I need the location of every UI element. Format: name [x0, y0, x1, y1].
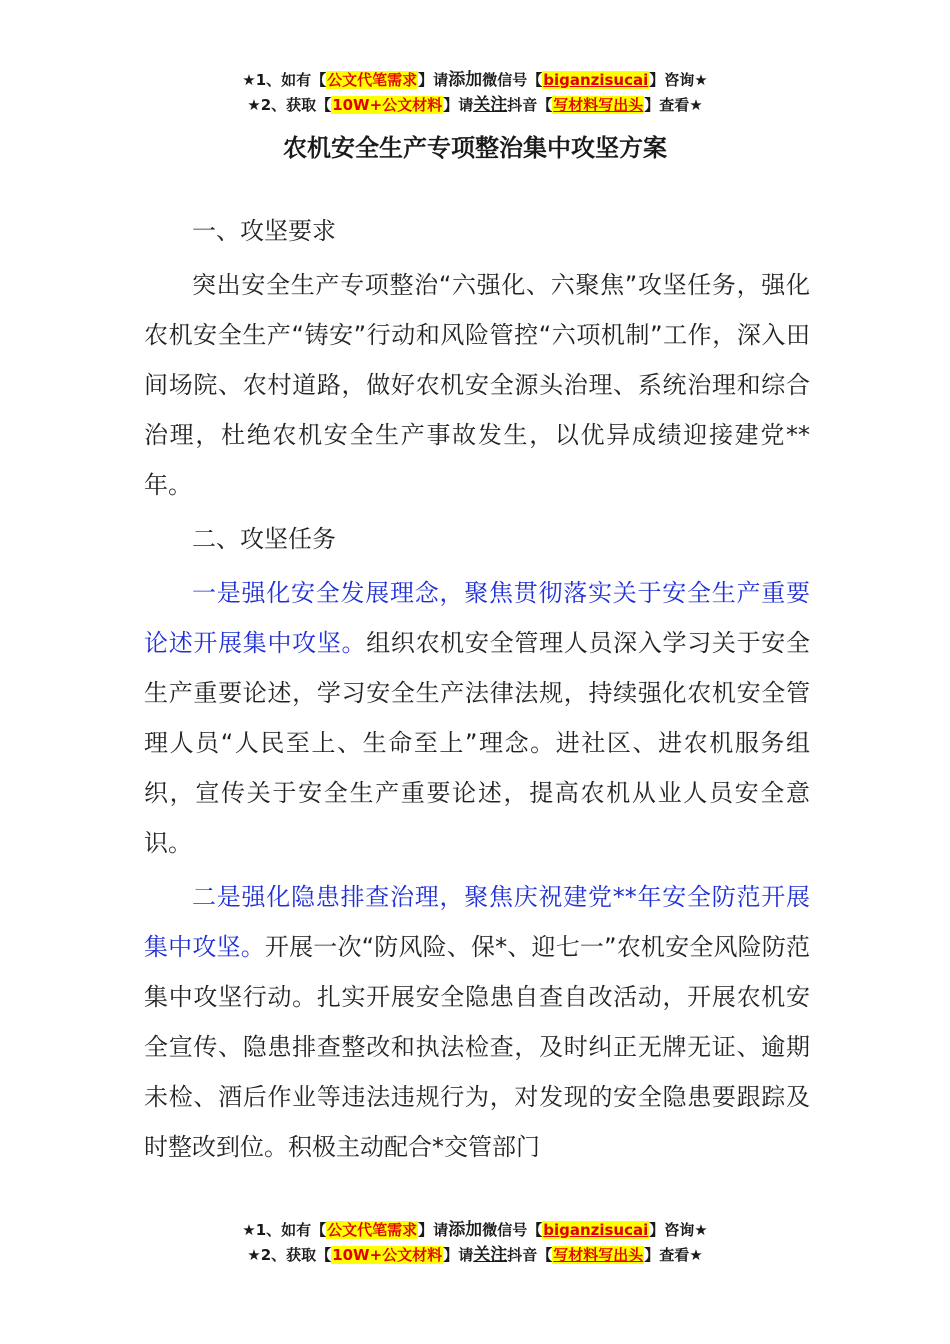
banner-text: 】咨询★ [649, 1221, 708, 1239]
banner-line-1 [0, 68, 950, 93]
bottom-banner [0, 1218, 950, 1268]
banner-text-add: 添加 [448, 1220, 483, 1240]
section-paragraph-requirements: 突出安全生产专项整治“六强化、六聚焦”攻坚任务，强化农机安全生产“铸安”行动和风险管控“六项机制”工作，深入田间场院、农村道路，做好农机安全源头治理、系统治理和综合治理，杜绝农机安全生产事故发生，以优异成绩迎接建党**年。 [144, 271, 810, 499]
banner-text: 抖音【 [507, 96, 553, 114]
banner-line-2 [0, 1243, 950, 1268]
task-paragraph-1 [144, 568, 810, 868]
banner-line-1 [0, 1218, 950, 1243]
banner-text: 】查看★ [644, 1246, 703, 1264]
task-1-body: 组织农机安全管理人员深入学习关于安全生产重要论述，学习安全生产法律法规，持续强化农机安全管理人员“人民至上、生命至上”理念。进社区、进农机服务组织，宣传关于安全生产重要论述，提高农机从业人员安全意识。 [144, 629, 811, 857]
banner-text-follow: 关注 [473, 1245, 508, 1265]
banner-text: ★2、获取【 [247, 96, 332, 114]
banner-text-add: 添加 [448, 70, 483, 90]
document-title: 农机安全生产专项整治集中攻坚方案 [283, 134, 667, 162]
banner-text: 微信号【 [482, 1221, 543, 1239]
highlight-materials: 10W+公文材料 [332, 96, 443, 114]
task-paragraph-2 [144, 872, 810, 1172]
douyin-account-link[interactable]: 写材料写出头 [553, 96, 644, 114]
banner-text: 】查看★ [644, 96, 703, 114]
wechat-id-link[interactable]: biganzisucai [543, 1221, 649, 1239]
wechat-id-link[interactable]: biganzisucai [543, 71, 649, 89]
highlight-materials: 10W+公文材料 [332, 1246, 443, 1264]
banner-text: ★1、如有【 [242, 71, 327, 89]
banner-text: ★2、获取【 [247, 1246, 332, 1264]
banner-line-2 [0, 93, 950, 118]
section-heading-tasks: 二、攻坚任务 [192, 525, 336, 553]
highlight-service: 公文代笔需求 [327, 1221, 418, 1239]
banner-text: 微信号【 [482, 71, 543, 89]
banner-text: 】请 [418, 71, 449, 89]
douyin-account-link[interactable]: 写材料写出头 [553, 1246, 644, 1264]
banner-text: 抖音【 [507, 1246, 553, 1264]
highlight-service: 公文代笔需求 [327, 71, 418, 89]
top-banner [0, 68, 950, 118]
banner-text: 】请 [443, 96, 474, 114]
banner-text: 】请 [418, 1221, 449, 1239]
document-body [144, 206, 810, 1172]
task-2-lead: 二是强化隐患排查治理，聚焦庆祝建党**年安全防范开展集中攻坚。 [144, 883, 810, 961]
section-heading-requirements: 一、攻坚要求 [192, 217, 336, 245]
task-1-lead: 一是强化安全发展理念，聚焦贯彻落实关于安全生产重要论述开展集中攻坚。 [144, 579, 810, 657]
task-2-body: 开展一次“防风险、保*、迎七一”农机安全风险防范集中攻坚行动。扎实开展安全隐患自查自改活动，开展农机安全宣传、隐患排查整改和执法检查，及时纠正无牌无证、逾期未检、酒后作业等违法违规行为，对发现的安全隐患要跟踪及时整改到位。积极主动配合*交管部门 [144, 933, 810, 1161]
banner-text-follow: 关注 [473, 95, 508, 115]
banner-text: 】咨询★ [649, 71, 708, 89]
banner-text: 】请 [443, 1246, 474, 1264]
banner-text: ★1、如有【 [242, 1221, 327, 1239]
